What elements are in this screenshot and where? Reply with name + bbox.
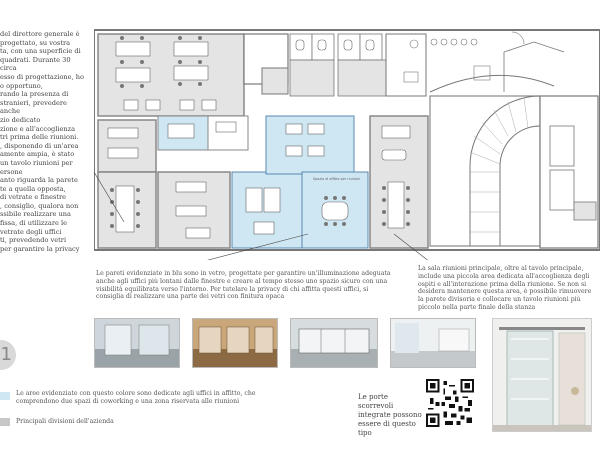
reference-photo-4 — [390, 318, 476, 368]
sliding-door-photo — [492, 318, 592, 432]
legend-text-blue: Le aree evidenziate con questo colore sono dedicate agli uffici in affitto, che comprendono due spazi di coworking e una zona riservata alle riunioni — [16, 390, 256, 405]
glass-walls-callout: Le pareti evidenziate in blu sono in vetro, progettate per garantire un'illuminazione adeguata anche agli uffici più lontani dalle finestre e creare al tempo stesso uno spazio sicuro con una visibilità equilibrata verso l'interno. Per tutelare la privacy di chi affitta questi uffici, si consiglia di realizzare una parte dei vetri con finitura opaca — [96, 270, 391, 301]
legend — [0, 390, 360, 430]
stair-area — [430, 96, 540, 246]
floor-plan — [94, 22, 600, 260]
reference-photo-2 — [192, 318, 278, 368]
qr-caption: Le porte scorrevoli integrate possono essere di questo tipo — [358, 393, 422, 437]
reference-photo-3 — [290, 318, 378, 368]
main-meeting-room-callout: La sala riunioni principale, oltre al tavolo principale, include una piccola area dedicata all'accoglienza degli ospiti e all'interazione prima della riunione. Se non si desidera mantenere questa area, è possibile rimuovere la parete divisoria e collocare un tavolo riunioni più piccolo nella parte finale della stanza — [418, 265, 592, 311]
legend-text-grey: Principali divisioni dell'azienda — [16, 418, 114, 425]
legend-swatch-blue — [0, 392, 10, 400]
reference-photo-1 — [94, 318, 180, 368]
qr-code[interactable] — [426, 378, 474, 428]
page-number: 1 — [0, 340, 16, 370]
rental-meeting-room-label: Spazio di affitto per riunioni — [313, 177, 361, 181]
legend-swatch-grey — [0, 418, 10, 426]
intro-text: del direttore generale è progettato, su vostra ta, con una superficie di quadrati. Durante 30 circa esso di progettazione, ho o opportuno, rando la presenza di stranieri, prevedere anche zio dedicato zione e all'accoglienza tri prima delle riunioni. , disponendo di un'area amente ampia, è stato un tavolo riunioni per ersone anto riguarda la parete te a quella opposta, di vetrate e finestre , consiglio, qualora non ssibile realizzare una fissa, di utilizzare le vetrate degli uffici ti, prevedendo vetri per garantire la privacy — [0, 30, 84, 253]
